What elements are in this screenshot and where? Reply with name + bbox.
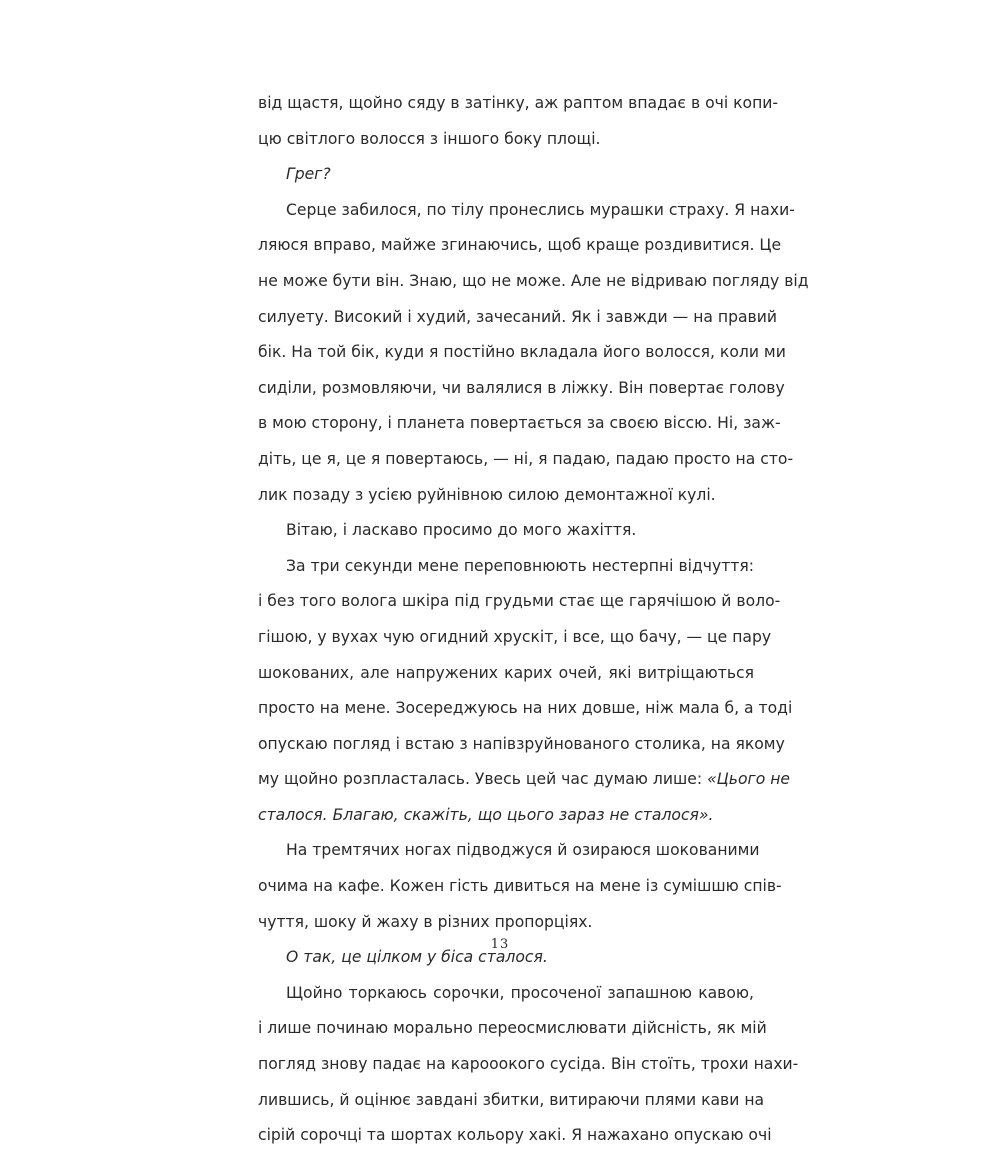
text-line: гішою, у вухах чую огидний хрускіт, і все, що бачу, — це пару bbox=[258, 627, 772, 646]
text-line: ляюся вправо, майже згинаючись, щоб краще роздивитися. Це bbox=[258, 236, 782, 255]
text-line: силуету. Високий і худий, зачесаний. Як і завжди — на правий bbox=[258, 307, 778, 326]
text-line: і без того волога шкіра під грудьми стає ще гарячішою й воло- bbox=[258, 592, 781, 611]
text-lines bbox=[258, 86, 809, 1154]
text-line: бік. На той бік, куди я постійно вкладала його волосся, коли ми bbox=[258, 343, 786, 362]
text-line: просто на мене. Зосереджуюсь на них довше, ніж мала б, а тоді bbox=[258, 699, 793, 718]
text-line: шокованих, але напружених карих очей, які витріщаються bbox=[258, 663, 754, 682]
text-line: лившись, й оцінює завдані збитки, витираючи плями кави на bbox=[258, 1090, 765, 1109]
text-line: За три секунди мене переповнюють нестерпні відчуття: bbox=[286, 556, 754, 575]
text-line: Вітаю, і ласкаво просимо до мого жахіття. bbox=[286, 521, 637, 540]
text-line: О так, це цілком у біса сталося. bbox=[286, 948, 548, 967]
text-line: і лише починаю морально переосмислювати дійсність, як мій bbox=[258, 1019, 767, 1038]
text-line: На тремтячих ногах підводжуся й озираюся шокованими bbox=[286, 841, 760, 860]
text-line: не може бути він. Знаю, що не може. Але не відриваю погляду від bbox=[258, 271, 809, 290]
text-line: чуття, шоку й жаху в різних пропорціях. bbox=[258, 912, 593, 931]
page-number: 13 bbox=[490, 937, 510, 952]
text-line: від щастя, щойно сяду в затінку, аж раптом впадає в очі копи- bbox=[258, 94, 779, 112]
text-line: опускаю погляд і встаю з напівзруйнованого столика, на якому bbox=[258, 734, 785, 753]
text-line: погляд знову падає на карооокого сусіда. Він стоїть, трохи нахи- bbox=[258, 1055, 799, 1074]
text-line: Серце забилося, по тілу пронеслись мурашки страху. Я нахи- bbox=[286, 200, 795, 219]
page-body-text bbox=[258, 86, 809, 1154]
text-line: в мою сторону, і планета повертається за своєю віссю. Ні, заж- bbox=[258, 414, 781, 433]
text-line: діть, це я, це я повертаюсь, — ні, я падаю, падаю просто на сто- bbox=[258, 449, 794, 468]
text-line: му щойно розпласталась. Увесь цей час думаю лише: «Цього не bbox=[258, 770, 791, 789]
text-line: сірій сорочці та шортах кольору хакі. Я нажахано опускаю очі bbox=[258, 1126, 772, 1145]
text-line: Грег? bbox=[286, 165, 331, 184]
text-line: сиділи, розмовляючи, чи валялися в ліжку. Він повертає голову bbox=[258, 378, 785, 397]
text-line: сталося. Благаю, скажіть, що цього зараз не сталося». bbox=[258, 805, 714, 824]
text-line: очима на кафе. Кожен гість дивиться на мене із сумішшю спів- bbox=[258, 877, 782, 896]
text-line: лик позаду з усією руйнівною силою демонтажної кулі. bbox=[258, 485, 716, 504]
text-line: цю світлого волосся з іншого боку площі. bbox=[258, 129, 601, 148]
text-line: Щойно торкаюсь сорочки, просоченої запашною кавою, bbox=[286, 983, 754, 1002]
